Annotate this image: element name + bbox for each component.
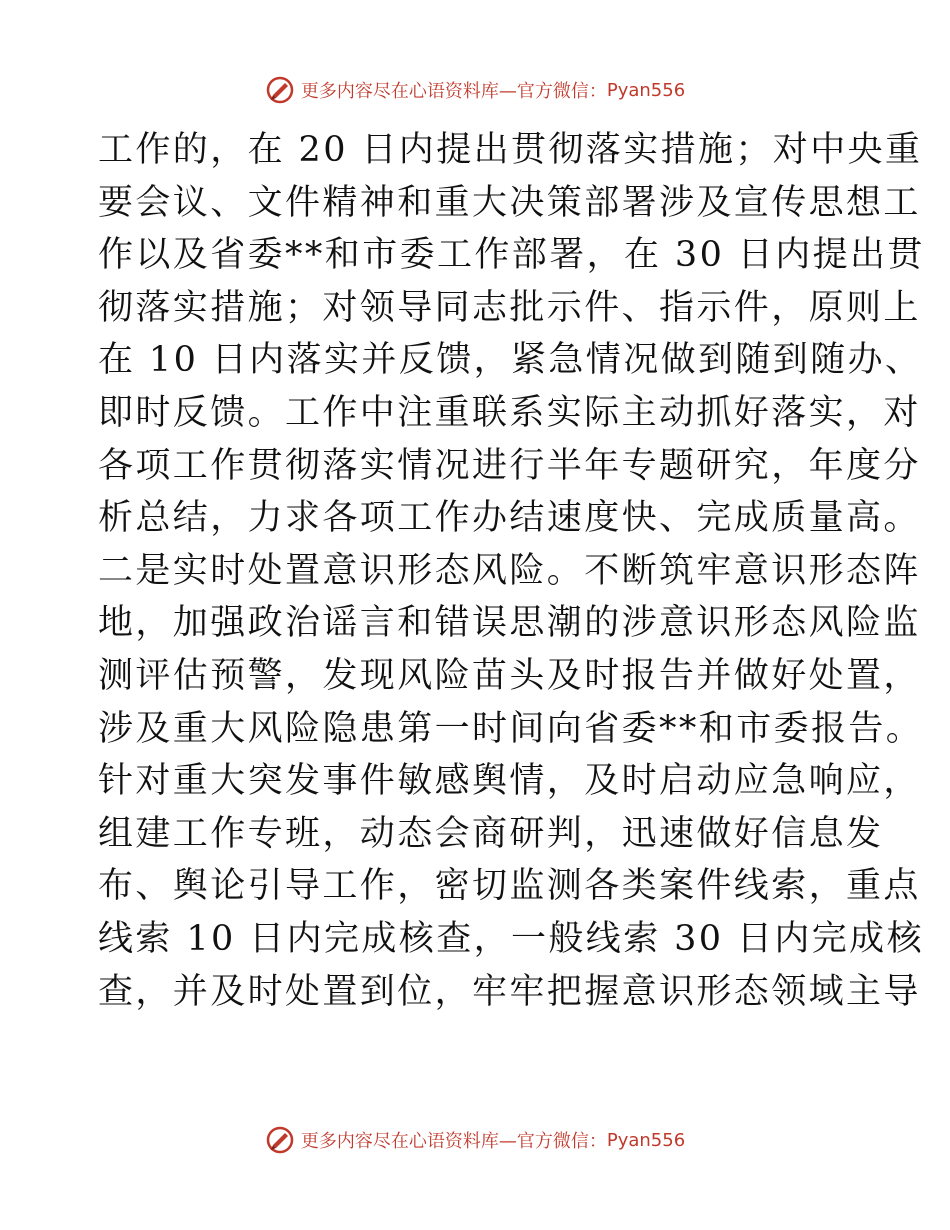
body-line: 涉及重大风险隐患第一时间向省委**和市委报告。 bbox=[98, 708, 924, 749]
body-line: 测评估预警，发现风险苗头及时报告并做好处置， bbox=[98, 655, 921, 696]
body-line: 作以及省委**和市委工作部署，在 30 日内提出贯 bbox=[98, 235, 925, 276]
body-line: 线索 10 日内完成核查，一般线索 30 日内完成核 bbox=[98, 918, 924, 959]
body-line: 要会议、文件精神和重大决策部署涉及宣传思想工 bbox=[98, 182, 921, 223]
body-line: 查，并及时处置到位，牢牢把握意识形态领域主导 bbox=[98, 971, 921, 1012]
body-line: 工作的，在 20 日内提出贯彻落实措施；对中央重 bbox=[98, 130, 923, 170]
body-line: 即时反馈。工作中注重联系实际主动抓好落实，对 bbox=[98, 392, 921, 433]
header-banner-wechat-id: Pyan556 bbox=[606, 79, 686, 101]
header-banner-text: 更多内容尽在心语资料库—官方微信： bbox=[300, 81, 607, 102]
footer-banner-text: 更多内容尽在心语资料库—官方微信： bbox=[300, 1131, 607, 1152]
body-line: 析总结，力求各项工作办结速度快、完成质量高。 bbox=[98, 498, 921, 539]
body-line: 彻落实措施；对领导同志批示件、指示件，原则上 bbox=[98, 287, 921, 328]
body-line: 二是实时处置意识形态风险。不断筑牢意识形态阵 bbox=[98, 550, 921, 591]
body-line: 组建工作专班，动态会商研判，迅速做好信息发 bbox=[98, 813, 884, 854]
body-line: 布、舆论引导工作，密切监测各类案件线索，重点 bbox=[98, 866, 921, 907]
body-line: 地，加强政治谣言和错误思潮的涉意识形态风险监 bbox=[98, 603, 921, 644]
document-body bbox=[98, 124, 925, 1018]
footer-banner-wechat-id: Pyan556 bbox=[606, 1129, 686, 1151]
header-banner bbox=[0, 70, 950, 110]
body-line: 针对重大突发事件敏感舆情，及时启动应急响应， bbox=[98, 761, 921, 802]
body-line: 在 10 日内落实并反馈，紧急情况做到随到随办、 bbox=[98, 340, 923, 381]
brand-logo-icon bbox=[265, 1125, 295, 1155]
brand-logo-icon bbox=[265, 75, 295, 105]
body-line: 各项工作贯彻落实情况进行半年专题研究，年度分 bbox=[98, 445, 921, 486]
footer-banner bbox=[0, 1120, 950, 1160]
